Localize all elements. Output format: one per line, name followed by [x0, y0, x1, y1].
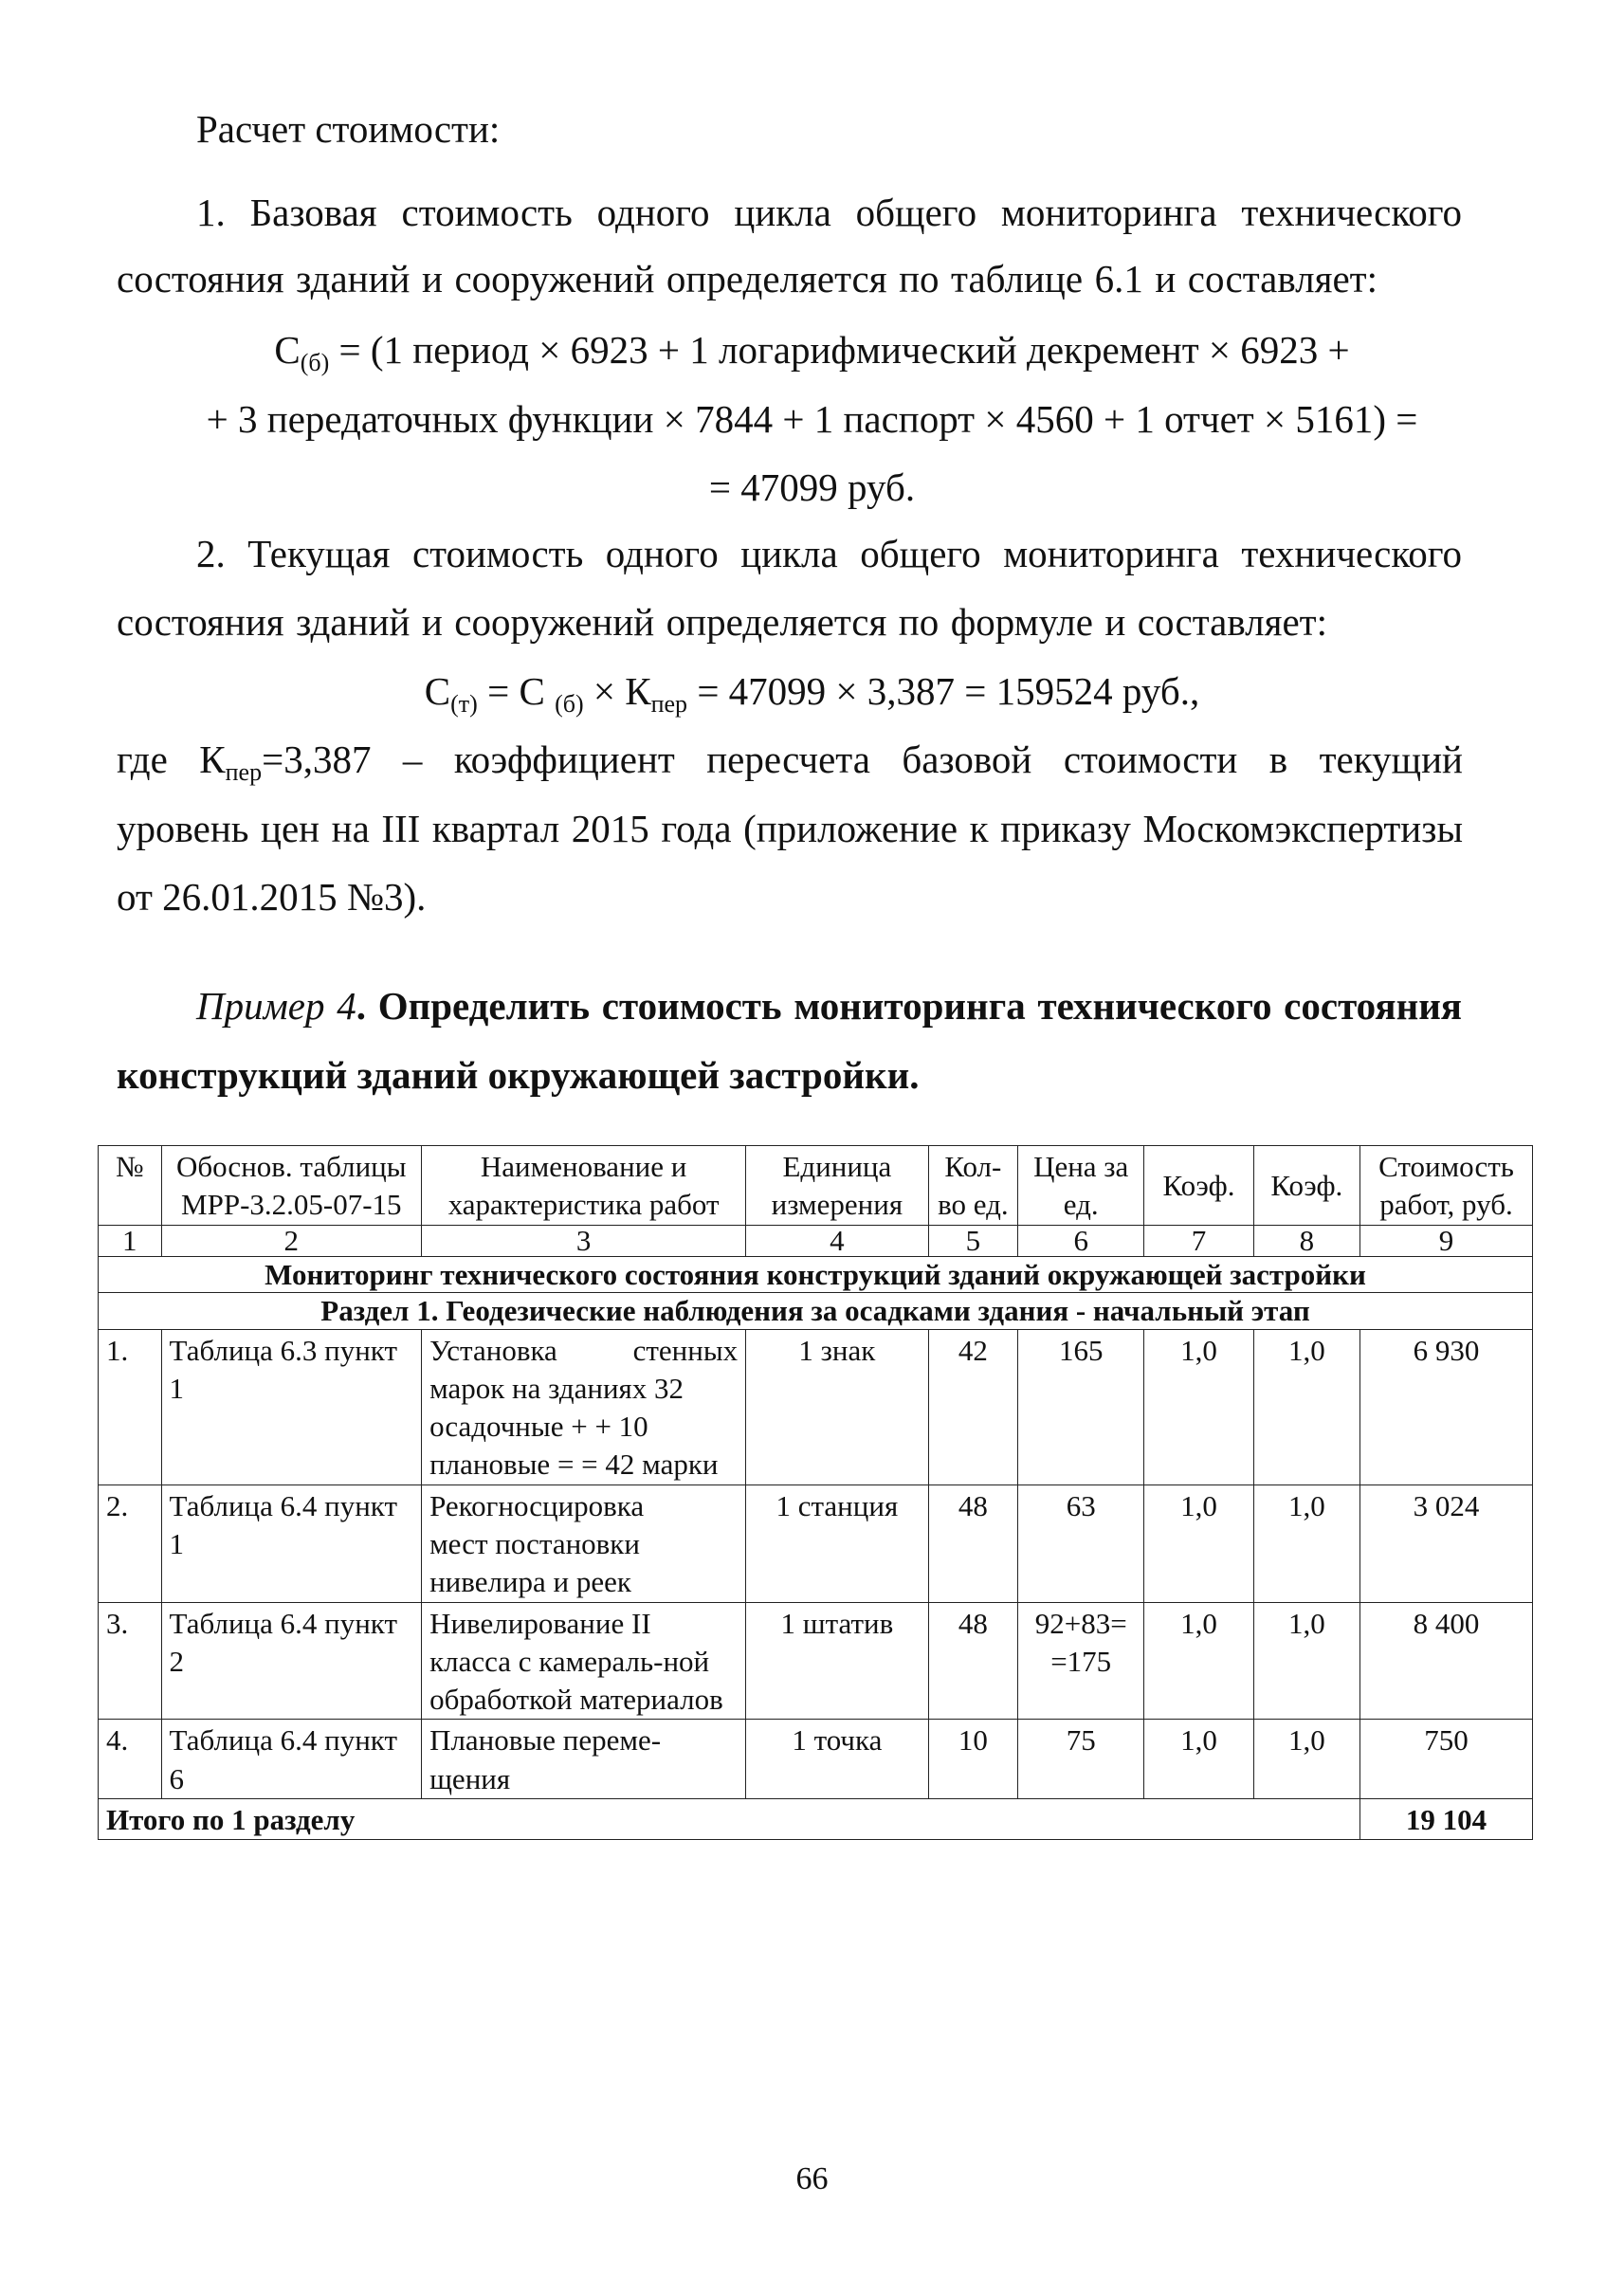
- total-row: [99, 1799, 1533, 1840]
- row-number: 1.: [99, 1329, 162, 1484]
- column-number-row: [99, 1225, 1533, 1257]
- paragraph-1-line-1: 1. Базовая стоимость одного цикла общего мониторинга технического: [196, 191, 1462, 234]
- row-basis: Таблица 6.4 пункт 1: [161, 1484, 422, 1602]
- table-row: [99, 1602, 1533, 1720]
- note-line-3: от 26.01.2015 №3).: [117, 875, 427, 919]
- heading: Расчет стоимости:: [196, 107, 501, 151]
- row-price: 92+83= =175: [1018, 1602, 1144, 1720]
- page-number: 66: [795, 2161, 829, 2196]
- table-row: [99, 1329, 1533, 1484]
- row-number: 2.: [99, 1484, 162, 1602]
- row-cost: 3 024: [1359, 1484, 1532, 1602]
- col-number: 4: [746, 1225, 928, 1257]
- row-unit: 1 станция: [746, 1484, 928, 1602]
- paragraph-2-line-2: состояния зданий и сооружений определяется по формуле и составляет:: [117, 600, 1327, 644]
- table-row: [99, 1484, 1533, 1602]
- formula-base-line-2: + 3 передаточных функции × 7844 + 1 паспорт × 4560 + 1 отчет × 5161) =: [206, 397, 1418, 441]
- row-coef-1: 1,0: [1144, 1484, 1253, 1602]
- table-header-row: [99, 1146, 1533, 1226]
- row-work-name: Плановые переме- щения: [422, 1720, 746, 1799]
- row-quantity: 10: [928, 1720, 1018, 1799]
- table-title: Мониторинг технического состояния конструкций зданий окружающей застройки: [99, 1257, 1533, 1293]
- col-number: 1: [99, 1225, 162, 1257]
- row-number: 4.: [99, 1720, 162, 1799]
- note-line-2: уровень цен на III квартал 2015 года (приложение к приказу Москомэкспертизы: [117, 807, 1463, 850]
- formula-base-result: = 47099 руб.: [708, 465, 916, 509]
- paragraph-1-line-2: состояния зданий и сооружений определяется по таблице 6.1 и составляет:: [117, 257, 1378, 301]
- row-work-name: Установка стенных марок на зданиях 32 осадочные + + 10 плановые = = 42 марки: [422, 1329, 746, 1484]
- row-work-name: Нивелирование II класса с камераль-ной обработкой материалов: [422, 1602, 746, 1720]
- total-value: 19 104: [1359, 1799, 1532, 1840]
- row-price: 165: [1018, 1329, 1144, 1484]
- row-coef-2: 1,0: [1253, 1602, 1359, 1720]
- row-basis: Таблица 6.4 пункт 6: [161, 1720, 422, 1799]
- header-cost: Стоимость работ, руб.: [1359, 1146, 1532, 1226]
- row-work-name: Рекогносцировка мест постановки нивелира и реек: [422, 1484, 746, 1602]
- row-unit: 1 штатив: [746, 1602, 928, 1720]
- row-cost: 8 400: [1359, 1602, 1532, 1720]
- row-cost: 6 930: [1359, 1329, 1532, 1484]
- example-title-line-1: Пример 4. Определить стоимость мониторинга технического состояния: [196, 984, 1462, 1028]
- cost-table: [98, 1145, 1533, 1840]
- row-coef-2: 1,0: [1253, 1329, 1359, 1484]
- total-label: Итого по 1 разделу: [99, 1799, 1360, 1840]
- row-quantity: 48: [928, 1484, 1018, 1602]
- paragraph-2-line-1: 2. Текущая стоимость одного цикла общего мониторинга технического: [196, 532, 1462, 575]
- section-row: [99, 1293, 1533, 1329]
- header-basis: Обоснов. таблицы МРР-3.2.05-07-15: [161, 1146, 422, 1226]
- section-title: Раздел 1. Геодезические наблюдения за осадками здания - начальный этап: [99, 1293, 1533, 1329]
- row-unit: 1 точка: [746, 1720, 928, 1799]
- header-coef-2: Коэф.: [1253, 1146, 1359, 1226]
- row-coef-1: 1,0: [1144, 1329, 1253, 1484]
- col-number: 5: [928, 1225, 1018, 1257]
- note-line-1: где $К_{пер}=3,387$ – коэффициент пересчета базовой стоимости в текущий: [117, 738, 1463, 786]
- table-title-row: [99, 1257, 1533, 1293]
- row-coef-2: 1,0: [1253, 1720, 1359, 1799]
- col-number: 2: [161, 1225, 422, 1257]
- row-price: 75: [1018, 1720, 1144, 1799]
- row-coef-1: 1,0: [1144, 1720, 1253, 1799]
- header-quantity: Кол-во ед.: [928, 1146, 1018, 1226]
- col-number: 3: [422, 1225, 746, 1257]
- row-number: 3.: [99, 1602, 162, 1720]
- row-quantity: 42: [928, 1329, 1018, 1484]
- col-number: 6: [1018, 1225, 1144, 1257]
- row-unit: 1 знак: [746, 1329, 928, 1484]
- row-basis: Таблица 6.3 пункт 1: [161, 1329, 422, 1484]
- header-number: №: [99, 1146, 162, 1226]
- header-unit: Единица измерения: [746, 1146, 928, 1226]
- col-number: 8: [1253, 1225, 1359, 1257]
- row-basis: Таблица 6.4 пункт 2: [161, 1602, 422, 1720]
- row-coef-1: 1,0: [1144, 1602, 1253, 1720]
- header-work-name: Наименование и характеристика работ: [422, 1146, 746, 1226]
- formula-current: $С_{(т)} = С$ $_{(б)} \times К_{пер} = 47099 \times 3,387 = 159524$ руб.,: [424, 669, 1200, 718]
- header-price: Цена за ед.: [1018, 1146, 1144, 1226]
- row-coef-2: 1,0: [1253, 1484, 1359, 1602]
- table-row: [99, 1720, 1533, 1799]
- example-title-line-2: конструкций зданий окружающей застройки.: [117, 1053, 920, 1097]
- row-price: 63: [1018, 1484, 1144, 1602]
- header-coef-1: Коэф.: [1144, 1146, 1253, 1226]
- col-number: 7: [1144, 1225, 1253, 1257]
- example-label: Пример 4: [196, 984, 356, 1028]
- formula-base-line-1: $С_{(б)} = (1$ период × 6923 + 1 логарифмический декремент × 6923 +: [274, 328, 1350, 376]
- row-quantity: 48: [928, 1602, 1018, 1720]
- col-number: 9: [1359, 1225, 1532, 1257]
- row-cost: 750: [1359, 1720, 1532, 1799]
